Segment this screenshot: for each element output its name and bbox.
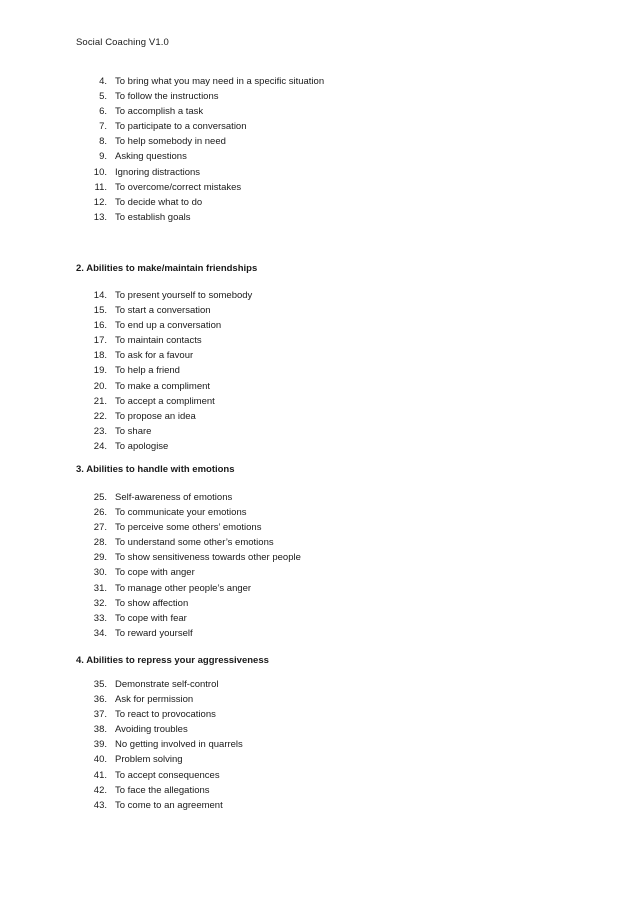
item-number: 25. bbox=[93, 492, 107, 503]
item-text: Ignoring distractions bbox=[115, 166, 201, 178]
item-number: 15. bbox=[93, 305, 107, 317]
item-text: To maintain contacts bbox=[115, 335, 202, 347]
item-text: To share bbox=[115, 425, 152, 437]
item-number: 35. bbox=[93, 679, 107, 690]
item-text: To reward yourself bbox=[115, 627, 193, 639]
item-text: To present yourself to somebody bbox=[115, 290, 253, 301]
item-number: 9. bbox=[99, 151, 107, 163]
item-number: 10. bbox=[93, 166, 107, 178]
item-number: 13. bbox=[93, 211, 107, 223]
item-text: To ask for a favour bbox=[115, 350, 194, 362]
item-number: 27. bbox=[93, 522, 107, 534]
item-text: To perceive some others’ emotions bbox=[115, 522, 262, 534]
item-number: 18. bbox=[93, 350, 107, 362]
item-text: To communicate your emotions bbox=[115, 507, 247, 519]
item-text: To participate to a conversation bbox=[115, 121, 247, 133]
page-header: Social Coaching V1.0 bbox=[76, 37, 169, 48]
item-number: 7. bbox=[99, 121, 107, 133]
item-text: To accomplish a task bbox=[115, 106, 204, 118]
item-number: 32. bbox=[93, 597, 107, 609]
item-text: To start a conversation bbox=[115, 305, 211, 317]
item-number: 20. bbox=[93, 380, 107, 392]
item-number: 5. bbox=[99, 91, 107, 103]
item-number: 11. bbox=[94, 181, 107, 193]
item-text: Problem solving bbox=[115, 754, 183, 766]
item-number: 30. bbox=[93, 567, 107, 579]
item-text: To come to an agreement bbox=[115, 799, 223, 811]
item-number: 33. bbox=[93, 612, 107, 624]
item-number: 21. bbox=[93, 395, 107, 407]
item-number: 36. bbox=[93, 694, 107, 706]
item-number: 29. bbox=[93, 552, 107, 564]
item-number: 6. bbox=[99, 106, 107, 118]
item-text: To establish goals bbox=[115, 211, 191, 223]
item-number: 42. bbox=[93, 784, 107, 796]
item-number: 28. bbox=[93, 537, 107, 549]
item-number: 34. bbox=[93, 627, 107, 639]
item-number: 38. bbox=[93, 724, 107, 736]
item-text: Ask for permission bbox=[115, 694, 194, 706]
item-text: To help somebody in need bbox=[115, 136, 226, 148]
item-text: To understand some other’s emotions bbox=[115, 537, 274, 549]
section-heading: 4. Abilities to repress your aggressiveness bbox=[76, 655, 269, 666]
item-number: 22. bbox=[93, 410, 107, 422]
item-text: To cope with anger bbox=[115, 567, 195, 579]
item-text: Avoiding troubles bbox=[115, 724, 188, 736]
item-text: To help a friend bbox=[115, 365, 180, 377]
item-number: 17. bbox=[93, 335, 107, 347]
item-number: 40. bbox=[93, 754, 107, 766]
item-text: To face the allegations bbox=[115, 784, 210, 796]
item-number: 39. bbox=[93, 739, 107, 751]
item-text: Self-awareness of emotions bbox=[115, 492, 233, 503]
item-number: 26. bbox=[93, 507, 107, 519]
item-text: To follow the instructions bbox=[115, 91, 219, 103]
item-text: Asking questions bbox=[115, 151, 187, 163]
item-text: To propose an idea bbox=[115, 410, 196, 422]
item-text: To decide what to do bbox=[115, 196, 203, 208]
item-number: 16. bbox=[93, 320, 107, 332]
item-number: 23. bbox=[93, 425, 107, 437]
item-text: To accept a compliment bbox=[115, 395, 215, 407]
item-text: To show sensitiveness towards other people bbox=[115, 552, 301, 564]
item-number: 41. bbox=[93, 769, 107, 781]
item-text: To cope with fear bbox=[115, 612, 187, 624]
item-text: To apologise bbox=[115, 440, 169, 452]
item-number: 43. bbox=[93, 799, 107, 811]
item-number: 37. bbox=[93, 709, 107, 721]
item-text: Demonstrate self-control bbox=[115, 679, 219, 690]
item-text: To react to provocations bbox=[115, 709, 216, 721]
section-heading: 3. Abilities to handle with emotions bbox=[76, 464, 235, 475]
item-text: To overcome/correct mistakes bbox=[115, 181, 242, 193]
item-number: 19. bbox=[93, 365, 107, 377]
section-heading: 2. Abilities to make/maintain friendships bbox=[76, 263, 258, 274]
item-text: To accept consequences bbox=[115, 769, 220, 781]
item-number: 24. bbox=[93, 440, 107, 452]
item-text: No getting involved in quarrels bbox=[115, 739, 243, 751]
item-text: To end up a conversation bbox=[115, 320, 222, 332]
item-text: To manage other people’s anger bbox=[115, 582, 252, 594]
item-text: To show affection bbox=[115, 597, 189, 609]
item-number: 14. bbox=[93, 290, 107, 301]
item-text: To bring what you may need in a specific situation bbox=[115, 76, 325, 87]
item-number: 12. bbox=[93, 196, 107, 208]
item-number: 31. bbox=[93, 582, 107, 594]
item-number: 8. bbox=[99, 136, 107, 148]
item-number: 4. bbox=[99, 76, 107, 87]
item-text: To make a compliment bbox=[115, 380, 211, 392]
